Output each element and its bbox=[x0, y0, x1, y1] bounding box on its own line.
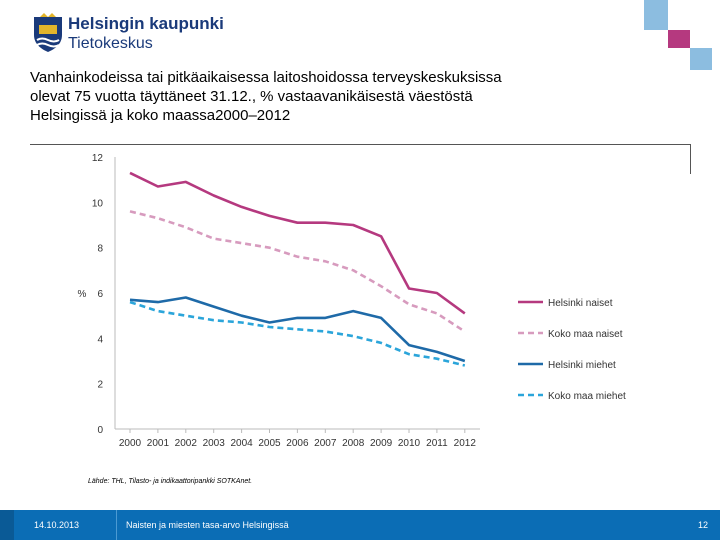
x-tick-label-2005: 2005 bbox=[258, 438, 281, 449]
footer-separator-1 bbox=[116, 510, 117, 540]
x-tick-label-2008: 2008 bbox=[342, 438, 365, 449]
y-tick-label-10: 10 bbox=[91, 198, 103, 210]
source-note: Lähde: THL, Tilasto- ja indikaattoripankki SOTKAnet. bbox=[88, 478, 253, 485]
x-tick-label-2009: 2009 bbox=[369, 438, 393, 449]
x-tick-label-2001: 2001 bbox=[146, 438, 170, 449]
brand-name: Helsingin kaupunki bbox=[68, 14, 224, 33]
footer-bar bbox=[0, 510, 720, 540]
title-line-3: Helsingissä ja koko maassa2000–2012 bbox=[30, 107, 291, 124]
footer-date: 14.10.2013 bbox=[34, 520, 80, 530]
y-axis-label: % bbox=[77, 289, 87, 300]
y-tick-label-2: 2 bbox=[97, 379, 103, 391]
y-tick-label-6: 6 bbox=[97, 289, 103, 300]
legend-label-1: Helsinki naiset bbox=[548, 298, 613, 309]
x-tick-label-2012: 2012 bbox=[453, 438, 476, 449]
series-line-helsinki-naiset bbox=[130, 173, 465, 314]
y-tick-label-4: 4 bbox=[97, 334, 103, 346]
x-tick-label-2010: 2010 bbox=[397, 438, 421, 449]
page-number: 12 bbox=[697, 520, 708, 530]
y-tick-label-0: 0 bbox=[97, 425, 103, 436]
x-tick-label-2003: 2003 bbox=[202, 438, 225, 449]
title-line-1: Vanhainkodeissa tai pitkäaikaisessa laitoshoidossa terveyskeskuksissa bbox=[30, 69, 502, 86]
series-line-koko-maa-miehet bbox=[130, 302, 465, 365]
legend-label-3: Helsinki miehet bbox=[548, 360, 616, 371]
legend-label-4: Koko maa miehet bbox=[548, 391, 626, 402]
x-tick-label-2007: 2007 bbox=[314, 438, 337, 449]
x-tick-label-2000: 2000 bbox=[118, 438, 142, 449]
brand-sub: Tietokeskus bbox=[68, 35, 153, 52]
legend-label-2: Koko maa naiset bbox=[548, 329, 623, 340]
x-tick-label-2004: 2004 bbox=[230, 438, 253, 449]
x-tick-label-2002: 2002 bbox=[174, 438, 197, 449]
title-line-2: olevat 75 vuotta täyttäneet 31.12., % vastaavanikäisestä väestöstä bbox=[30, 88, 473, 105]
footer-accent bbox=[0, 510, 14, 540]
x-tick-label-2011: 2011 bbox=[426, 438, 448, 449]
y-tick-label-12: 12 bbox=[91, 153, 103, 164]
x-tick-label-2006: 2006 bbox=[286, 438, 309, 449]
y-tick-label-8: 8 bbox=[97, 243, 103, 255]
footer-text: Naisten ja miesten tasa-arvo Helsingissä bbox=[126, 520, 289, 530]
